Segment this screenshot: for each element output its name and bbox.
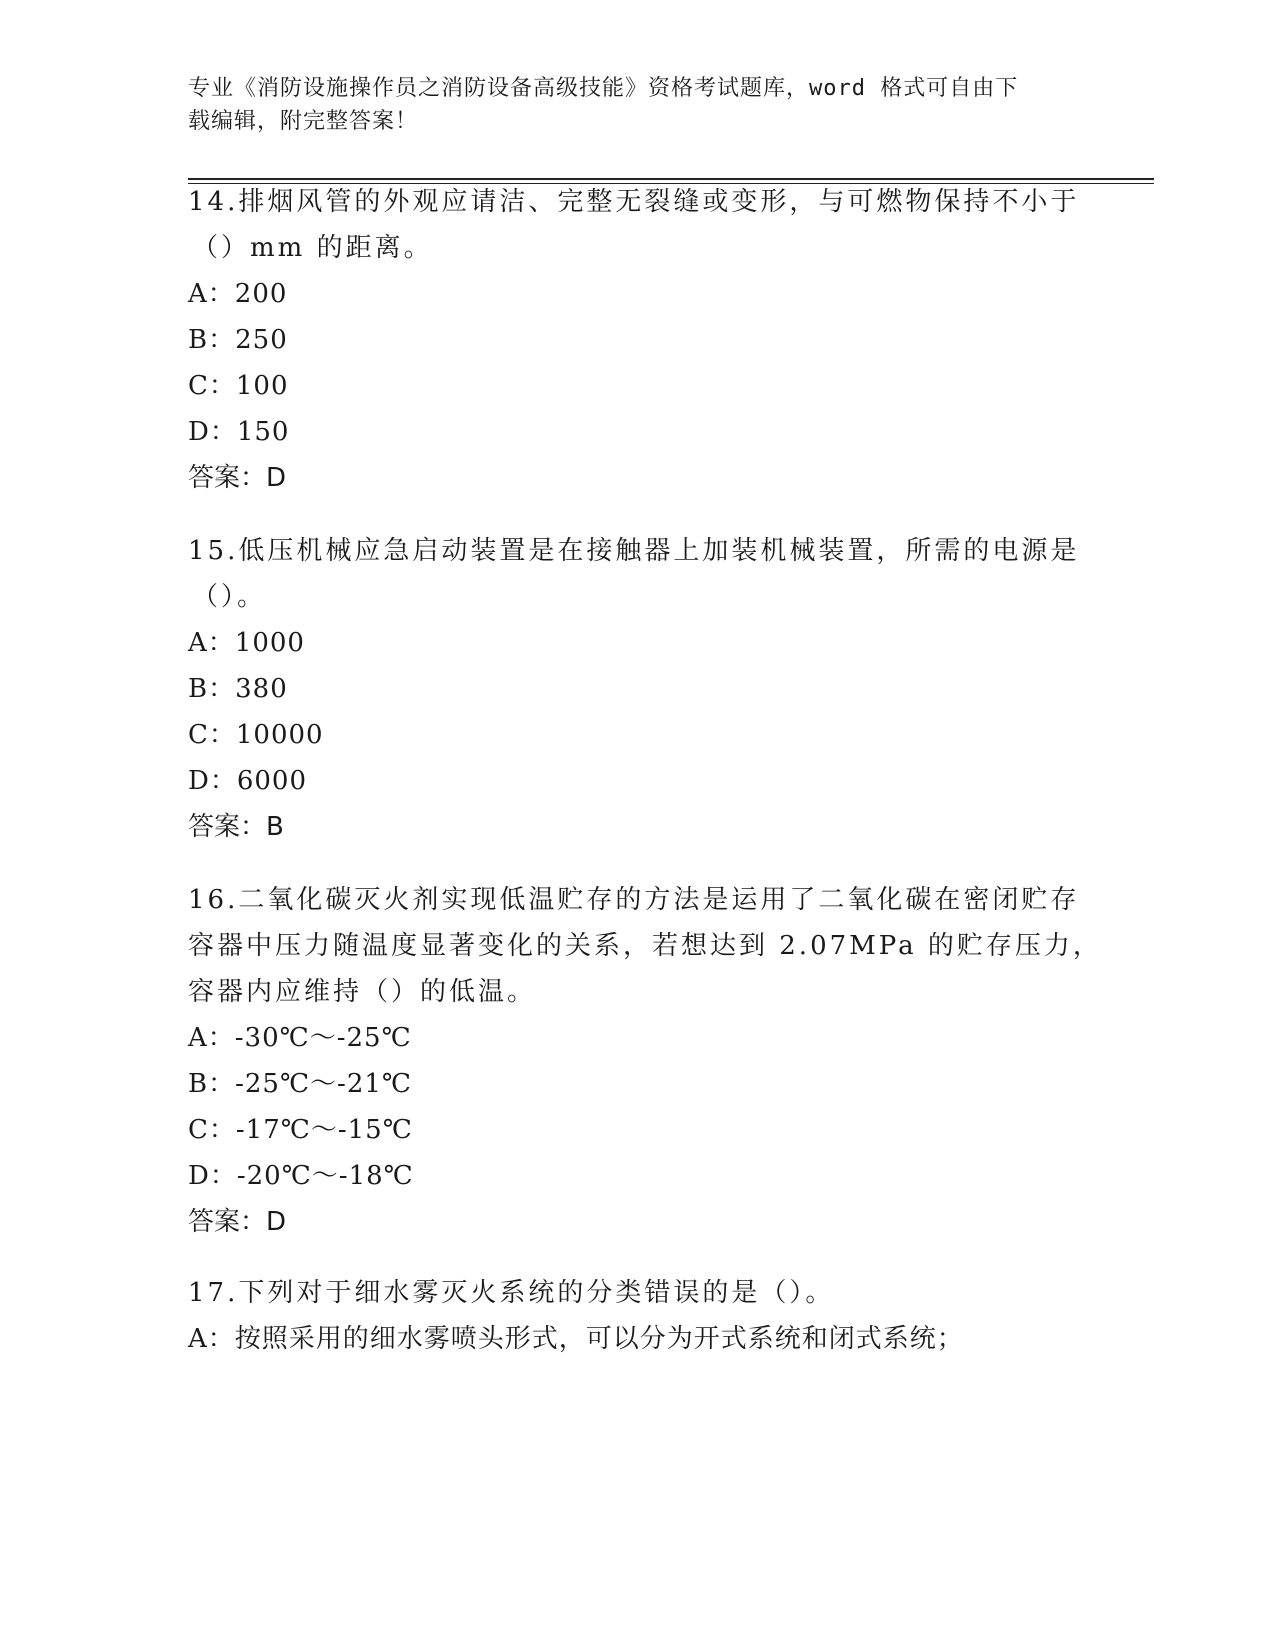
option-b: B：-25℃～-21℃ (188, 1069, 413, 1099)
answer: 答案：B (188, 812, 284, 842)
option-a: A：1000 (188, 628, 305, 658)
question-14 (188, 179, 1088, 501)
option-c: C：10000 (188, 720, 324, 750)
question-stem (188, 179, 1088, 271)
stem-line: 容器中压力随温度显著变化的关系，若想达到 2.07MPa 的贮存压力， (188, 931, 1102, 961)
option-d: D：-20℃～-18℃ (188, 1161, 414, 1191)
stem-line: 16.二氧化碳灭火剂实现低温贮存的方法是运用了二氧化碳在密闭贮存 (188, 885, 1080, 915)
header-line: 载编辑，附完整答案！ (188, 109, 419, 134)
option-b: B：250 (188, 325, 288, 355)
document-header (188, 72, 1088, 138)
option-a: A：-30℃～-25℃ (188, 1023, 412, 1053)
question-17 (188, 1270, 1088, 1362)
stem-line: 容器内应维持（）的低温。 (188, 977, 537, 1007)
option-a: A：200 (188, 279, 288, 309)
stem-line: 17.下列对于细水雾灭火系统的分类错误的是（）。 (188, 1278, 835, 1308)
option-d: D：150 (188, 417, 290, 447)
option-b: B：380 (188, 674, 288, 704)
option-a: A：按照采用的细水雾喷头形式，可以分为开式系统和闭式系统； (188, 1324, 964, 1354)
question-15 (188, 528, 1088, 850)
question-stem (188, 528, 1088, 620)
option-d: D：6000 (188, 766, 308, 796)
option-c: C：-17℃～-15℃ (188, 1115, 413, 1145)
stem-line: 14.排烟风管的外观应请洁、完整无裂缝或变形，与可燃物保持不小于 (188, 187, 1080, 217)
answer: 答案：D (188, 1207, 287, 1237)
answer: 答案：D (188, 463, 287, 493)
question-16 (188, 877, 1102, 1245)
stem-line: 15.低压机械应急启动装置是在接触器上加装机械装置，所需的电源是 (188, 536, 1080, 566)
stem-line: （）mm 的距离。 (192, 233, 433, 263)
option-c: C：100 (188, 371, 289, 401)
header-line: 专业《消防设施操作员之消防设备高级技能》资格考试题库，word 格式可自由下 (188, 76, 1019, 101)
question-stem (188, 1270, 1088, 1316)
stem-line: （）。 (192, 582, 267, 612)
question-stem (188, 877, 1102, 1015)
